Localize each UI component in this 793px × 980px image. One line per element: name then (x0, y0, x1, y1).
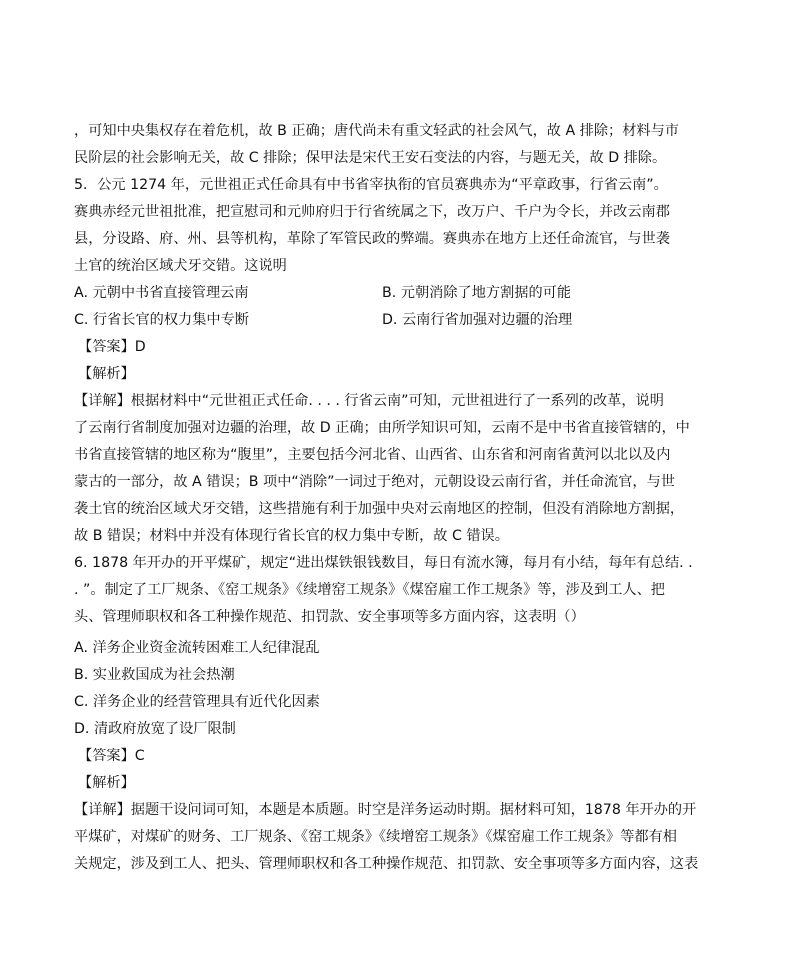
text-line: 民阶层的社会影响无关，故 C 排除；保甲法是宋代王安石变法的内容，与题无关，故 D 排除。 (74, 150, 667, 166)
options-row (74, 307, 694, 334)
text-line: 【详解】根据材料中“元世祖正式任命. . . . 行省云南”可知，元世祖进行了一系列的改革，说明 (74, 393, 664, 409)
question-6-stem (74, 550, 694, 631)
text-line: 袭土官的统治区域犬牙交错，这些措施有利于加强中央对云南地区的控制，但没有消除地方割据， (74, 501, 685, 517)
text-line: 【详解】据题干设问词可知，本题是本质题。时空是洋务运动时期。据材料可知，1878 年开办的开 (74, 802, 697, 818)
question-6-options (74, 635, 694, 743)
option-b: B. 实业救国成为社会热潮 (74, 667, 235, 683)
text-line: 了云南行省制度加强对边疆的治理，故 D 正确；由所学知识可知，云南不是中书省直接管辖的，中 (74, 420, 690, 436)
text-line: . ”。制定了工厂规条、《窑工规条》《续增窑工规条》《煤窑雇工作工规条》等，涉及到工人、把 (74, 582, 665, 598)
question-5-stem (74, 172, 694, 280)
text-line: 关规定，涉及到工人、把头、管理师职权和各工种操作规范、扣罚款、安全事项等多方面内容，这表 (74, 856, 699, 872)
option-d: D. 云南行省加强对边疆的治理 (382, 312, 573, 328)
question-5-detail (74, 388, 694, 550)
text-line: 故 B 错误；材料中并没有体现行省长官的权力集中专断，故 C 错误。 (74, 528, 509, 544)
option-b: B. 元朝消除了地方割据的可能 (382, 285, 572, 301)
text-line: 头、管理师职权和各工种操作规范、扣罚款、安全事项等多方面内容，这表明（） (74, 609, 585, 625)
text-line: ，可知中央集权存在着危机，故 B 正确；唐代尚未有重文轻武的社会风气，故 A 排除；材料与市 (74, 123, 679, 139)
analysis-heading: 【解析】 (78, 366, 135, 382)
document-page (74, 118, 699, 878)
answer-label: 【答案】D (78, 339, 146, 355)
question-5-options (74, 280, 694, 334)
text-line: 土官的统治区域犬牙交错。这说明 (74, 258, 287, 274)
analysis-heading: 【解析】 (78, 775, 135, 791)
answer-label: 【答案】C (78, 748, 145, 764)
options-row (74, 280, 694, 307)
text-line: 书省直接管辖的地区称为“腹里”，主要包括今河北省、山西省、山东省和河南省黄河以北以及内 (74, 447, 671, 463)
question-6 (74, 550, 699, 878)
text-line: 平煤矿，对煤矿的财务、工厂规条、《窑工规条》《续增窑工规条》《煤窑雇工作工规条》等都有相 (74, 829, 677, 845)
option-d: D. 清政府放宽了设厂限制 (74, 721, 236, 737)
text-line: 县，分设路、府、州、县等机构，革除了军管民政的弊端。赛典赤在地方上还任命流官，与世袭 (74, 231, 670, 247)
option-a: A. 洋务企业资金流转困难工人纪律混乱 (74, 640, 320, 656)
text-line: 5．公元 1274 年，元世祖正式任命具有中书省宰执衔的官员赛典赤为“平章政事，行省云南”。 (74, 177, 668, 193)
question-5 (74, 172, 694, 550)
option-a: A. 元朝中书省直接管理云南 (74, 285, 249, 301)
option-c: C. 洋务企业的经营管理具有近代化因素 (74, 694, 320, 710)
text-line: 赛典赤经元世祖批准，把宣慰司和元帅府归于行省统属之下，改万户、千户为令长，并改云南郡 (74, 204, 670, 220)
text-line: 6. 1878 年开办的开平煤矿，规定“进出煤铁银钱数目，每日有流水簿，每月有小结，每年有总结. . (74, 555, 693, 571)
question-6-detail (74, 797, 699, 878)
text-line: 蒙古的一部分，故 A 错误；B 项中“消除”一词过于绝对，元朝设设云南行省，并任命流官，与世 (74, 474, 675, 490)
option-c: C. 行省长官的权力集中专断 (74, 312, 249, 328)
previous-answer-continuation (74, 118, 694, 172)
